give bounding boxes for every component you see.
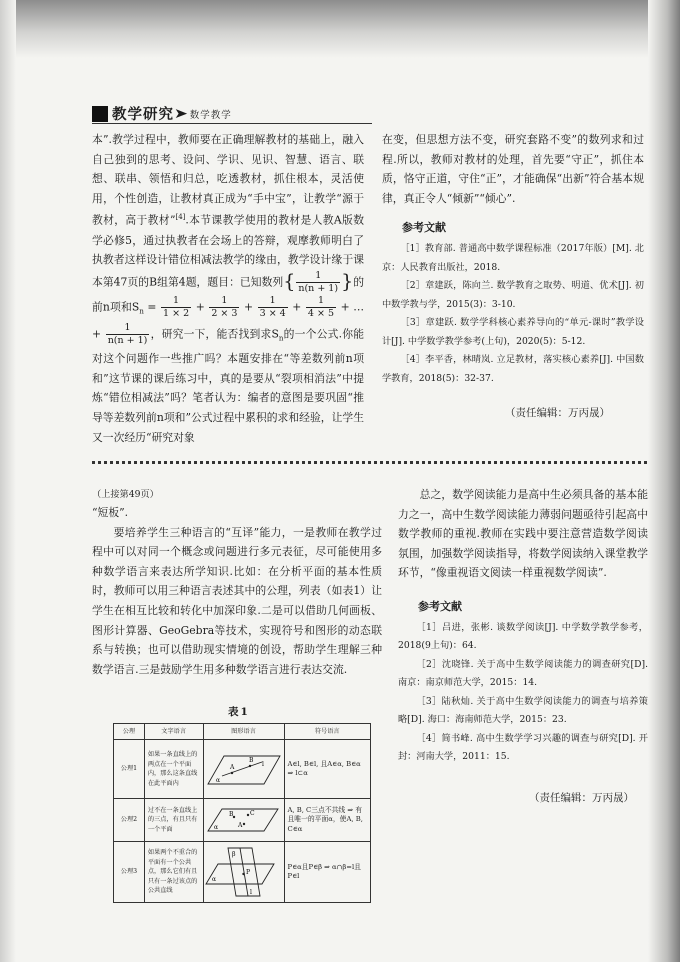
axiom-figure	[203, 740, 284, 799]
table-header-cell: 图形语言	[203, 724, 284, 740]
section-header	[92, 103, 232, 124]
top-left-column	[92, 130, 364, 447]
svg-text:α: α	[215, 777, 220, 784]
editor-credit: （责任编辑：万丙晟）	[529, 791, 634, 804]
axiom-text: 过不在一条直线上的三点，有且只有一个平面	[144, 799, 203, 842]
section-divider	[92, 461, 647, 464]
header-square-icon	[92, 106, 108, 122]
svg-text:α: α	[211, 876, 216, 883]
sequence-fraction: $\frac{1}{n(n + 1)}$	[298, 269, 339, 294]
top-left-paragraph: 本”.教学过程中，教师要在正确理解教材的基础上，融入自己独到的思考、设问、学识、见识、智慧、语言、联想、联串、领悟和归总，吃透教材，抓住根本，灵活使用，个性创造，让教材真正成为“手中宝”，让教学“源于教材，高于教材”[4].本节课教学使用的教材是人教A版数学必修5，通过执教者在会场上的答辩，观摩教师明白了执教者这样设计错位相减法教学的缘由，教学设计缘于课本第47页的B组第4题，题目：已知数列{ $\frac{1}{n(n + 1)}$ }的前n项和$S_n$ = $\frac{1}{1 \times 2}$ + $\frac{1}{2 \times 3}$ + $\frac{1}{3 \times 4}$ + $\frac{1}{4 \times 5}$ + … + $\frac{1}{n(n + 1)}$ ，研究一下，能否找到求$S_n$的一个公式.你能对这个问题作一些推广吗？本题安排在“等差数列前n项和”这节课的课后练习中，真的是要从“裂项相消法”中提炼“错位相减法”吗？笔者认为：编者的意图是要巩固“推导等差数列前n项和”公式过程中累积的求和经验，让学生又一次经历“研究对象	[92, 133, 365, 444]
table-header-cell: 文字语言	[144, 724, 203, 740]
reference-item: ［1］吕进，张彬. 谈数学阅读[J]. 中学数学教学参考，2018(9上旬)：64.	[398, 621, 648, 652]
axiom-figure	[203, 799, 284, 842]
bottom-right-column	[398, 485, 648, 809]
axiom-symbol: A, B, C三点不共线 ⇒ 有且唯一的平面α，使A, B, C∈α	[284, 799, 371, 842]
table-row	[114, 842, 371, 903]
axiom-figure	[203, 842, 284, 903]
paragraph: 总之，数学阅读能力是高中生必须具备的基本能力之一，高中生数学阅读能力薄弱问题亟待引起高中数学教师的重视.教师在实践中要注意营造数学阅读氛围，加强数学阅读指导，将数学阅读纳入课堂教学环节，“像重视语文阅读一样重视数学阅读”.	[398, 488, 648, 580]
table-header-cell: 符号语言	[284, 724, 371, 740]
reference-item: ［2］章建跃，陈向兰. 数学教育之取势、明道、优术[J]. 初中数学教与学，2015(3)：3-10.	[382, 280, 644, 310]
reference-item: ［4］李平香，林晴岚. 立足教材，落实核心素养[J]. 中国数学教育，2018(5)：32-37.	[382, 354, 644, 384]
references-title: 参考文献	[402, 221, 446, 235]
svg-text:l: l	[249, 889, 252, 896]
axiom-table	[113, 723, 371, 903]
table-title: 表1	[228, 706, 250, 718]
svg-text:C: C	[249, 810, 255, 817]
axiom-name: 公理2	[114, 799, 145, 842]
header-rule	[92, 123, 372, 124]
axiom-name: 公理1	[114, 740, 145, 799]
plane-line-figure	[204, 742, 284, 796]
bottom-left-column	[92, 487, 382, 679]
editor-credit: （责任编辑：万丙晟）	[505, 407, 610, 420]
paragraph: “短板”.	[92, 506, 129, 519]
table-header-cell: 公理	[114, 724, 145, 740]
table-header-row	[114, 724, 371, 740]
reference-item: ［3］陆秋灿. 关于高中生数学阅读能力的调查与培养策略[D]. 海口：海南师范大学，2015：23.	[398, 695, 648, 726]
svg-text:α: α	[213, 824, 218, 831]
intersecting-planes-figure	[204, 844, 284, 900]
paragraph: 要培养学生三种语言的“互译”能力，一是教师在教学过程中可以对同一个概念或问题进行多元表征，尽可能使用多种数学语言来表达所学知识.比如：在分析平面的基本性质时，教师可以用三种语言表述其中的公理，列表（如表1）让学生在相互比较和转化中加深印象.二是可以借助几何画板、图形计算器、GeoGebra等技术，实现符号和图形的动态联系与转换；也可以借助现实情境的创设，帮助学生理解三种数学语言.三是鼓励学生用多种数学语言进行表达交流.	[92, 525, 382, 676]
svg-text:B: B	[248, 757, 253, 764]
svg-text:A: A	[229, 764, 234, 771]
continued-note: （上接第49页）	[92, 489, 159, 500]
svg-text:P: P	[245, 869, 250, 876]
axiom-name: 公理3	[114, 842, 145, 903]
header-subtitle: 数学教学	[189, 109, 232, 121]
top-right-column	[382, 130, 644, 424]
reference-item: ［2］沈晓锋. 关于高中生数学阅读能力的调查研究[D]. 南京：南京师范大学，2015：14.	[398, 658, 648, 689]
reference-item: ［4］简书峰. 高中生数学学习兴趣的调查与研究[D]. 开封：河南大学，2011：15.	[398, 732, 648, 763]
axiom-symbol: A∈l, B∈l, 且A∈α, B∈α ⇒ l⊂α	[284, 740, 371, 799]
references-title: 参考文献	[418, 599, 462, 613]
axiom-symbol: P∈α且P∈β ⇒ α∩β=l且P∈l	[284, 842, 371, 903]
svg-text:B: B	[228, 811, 233, 818]
header-arrow-icon: ➤	[173, 105, 188, 122]
svg-text:A: A	[237, 822, 242, 829]
three-points-figure	[204, 801, 284, 839]
svg-text:β: β	[231, 851, 235, 858]
header-title: 教学研究	[112, 107, 174, 123]
top-right-paragraph: 在变，但思想方法不变，研究套路不变”的数列求和过程.所以，教师对教材的处理，首先要“守正”，抓住本质，恪守正道，守住“正”，才能确保“出新”符合基本规律，真正令人“倾新”“倾心”.	[382, 133, 644, 205]
table-row	[114, 740, 371, 799]
axiom-text: 如果一条直线上的两点在一个平面内，那么这条直线在此平面内	[144, 740, 203, 799]
reference-item: ［1］教育部. 普通高中数学课程标准（2017年版）[M]. 北京：人民教育出版社，2018.	[382, 243, 644, 273]
svg-text:l: l	[261, 761, 264, 768]
table-row	[114, 799, 371, 842]
reference-item: ［3］章建跃. 数学学科核心素养导向的“单元-课时”教学设计[J]. 中学数学教学参考(上旬)，2020(5)：5-12.	[382, 317, 644, 347]
axiom-text: 如果两个不重合的平面有一个公共点，那么它们有且只有一条过该点的公共直线	[144, 842, 203, 903]
